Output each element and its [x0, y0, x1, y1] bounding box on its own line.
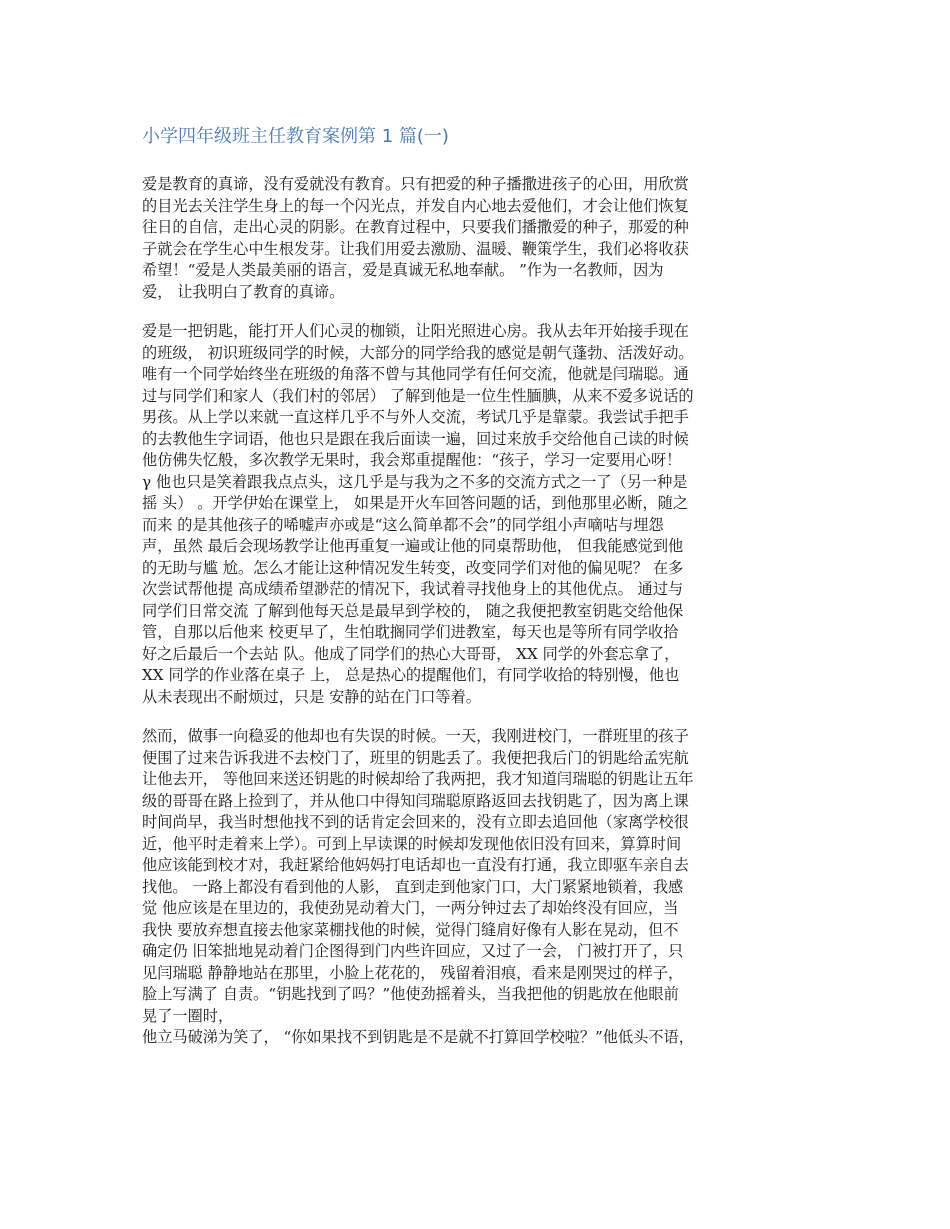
text-line: 同学们日常交流 了解到他每天总是最早到学校的， 随之我便把教室钥匙交给他保	[142, 601, 684, 620]
text-line: 时间尚早，我当时想他找不到的话肯定会回来的，没有立即去追回他（家离学校很	[142, 813, 689, 831]
text-line: 然而，做事一向稳妥的他却也有失误的时候。一天，我刚进校门，一群班里的孩子	[142, 727, 689, 745]
document-body	[142, 174, 810, 1049]
text-line: 便围了过来告诉我进不去校门了，班里的钥匙丢了。我便把我后门的钥匙给孟宪航	[142, 748, 689, 767]
text-line: 他立马破涕为笑了， “你如果找不到钥匙是不是就不打算回学校啦？”他低头不语，	[142, 1028, 694, 1046]
text-line: 往日的自信，走出心灵的阴影。在教育过程中，只要我们播撒爱的种子，那爱的种	[142, 218, 689, 236]
paragraph-gap	[142, 708, 810, 726]
text-line: 他应该能到校才对，我赶紧给他妈妈打电话却也一直没有打通，我立即驱车亲自去	[142, 856, 689, 874]
document-page	[142, 124, 810, 1049]
text-line: 唯有一个同学始终坐在班级的角落不曾与其他同学有任何交流，他就是闫瑞聪。通	[142, 365, 689, 383]
text-line: 级的哥哥在路上捡到了，并从他口中得知闫瑞聪原路返回去找钥匙了，因为离上课	[142, 791, 689, 810]
text-line: 管，自那以后他来 校更早了，生怕耽搁同学们进教室，每天也是等所有同学收拾	[142, 623, 679, 641]
document-title: 小学四年级班主任教育案例第 1 篇(一)	[142, 126, 449, 147]
text-line: 确定仍 旧笨拙地晃动着门企图得到门内些许回应，又过了一会， 门被打开了，只	[142, 942, 684, 960]
paragraph-1	[142, 174, 810, 303]
text-line: 过与同学们和家人（我们村的邻居） 了解到他是一位生性腼腆，从来不爱多说话的	[142, 386, 694, 405]
text-line: 的无助与尴 尬。怎么才能让这种情况发生转变，改变同学们对他的偏见呢？ 在多	[142, 558, 684, 577]
text-line: 他仿佛失忆般，多次教学无果时，我会郑重提醒他：“孩子，学习一定要用心呀！	[142, 451, 682, 469]
text-line: 近，他平时走着来上学）。可到上早读课的时候却发现他依旧没有回来，算算时间	[142, 834, 682, 853]
paragraph-gap	[142, 303, 810, 321]
text-line: 男孩。从上学以来就一直这样几乎不与外人交流，考试几乎是靠蒙。我尝试手把手	[142, 408, 689, 426]
text-line: 的目光去关注学生身上的每一个闪光点，并发自内心地去爱他们，才会让他们恢复	[142, 196, 689, 215]
text-line: γ 他也只是笑着跟我点点头，这几乎是与我为之不多的交流方式之一了（另一种是	[142, 472, 688, 491]
text-line: 声，虽然 最后会现场教学让他再重复一遍或让他的同桌帮助他， 但我能感觉到他	[142, 537, 684, 555]
text-line: 让他去开， 等他回来送还钥匙的时候却给了我两把，我才知道闫瑞聪的钥匙让五年	[142, 770, 694, 788]
text-line: 的班级， 初识班级同学的时候，大部分的同学给我的感觉是朝气蓬勃、活泼好动。	[142, 343, 694, 362]
text-line: 的去教他生字词语，他也只是跟在我后面读一遍，回过来放手交给他自己读的时候	[142, 429, 689, 448]
text-line: 觉 他应该是在里边的，我使劲晃动着大门，一两分钟过去了却始终没有回应，当	[142, 899, 679, 917]
text-line: 见闫瑞聪 静静地站在那里，小脸上花花的， 残留着泪痕，看来是刚哭过的样子，	[142, 963, 684, 982]
text-line: 爱， 让我明白了教育的真谛。	[142, 282, 345, 301]
paragraph-2	[142, 321, 810, 708]
text-line: 而来 的是其他孩子的唏嘘声亦或是“这么简单都不会”的同学组小声嘀咕与埋怨	[142, 515, 664, 534]
text-line: 找他。 一路上都没有看到他的人影， 直到走到他家门口，大门紧紧地锁着，我感	[142, 877, 684, 896]
text-line: 子就会在学生心中生根发芽。让我们用爱去激励、温暖、鞭策学生，我们必将收获	[142, 239, 689, 258]
text-line: 摇 头） 。开学伊始在课堂上， 如果是开火车回答问题的话，到他那里必断，随之	[142, 494, 689, 512]
text-line: 希望！“爱是人类最美丽的语言，爱是真诚无私地奉献。 ”作为一名教师，因为	[142, 261, 664, 279]
paragraph-3	[142, 726, 810, 1049]
text-line: 脸上写满了 自责。“钥匙找到了吗？”他使劲摇着头，当我把他的钥匙放在他眼前	[142, 985, 679, 1003]
text-line: 次尝试帮他提 高成绩希望渺茫的情况下，我试着寻找他身上的其他优点。 通过与	[142, 580, 684, 598]
text-line: 爱是教育的真谛，没有爱就没有教育。只有把爱的种子播撒进孩子的心田，用欣赏	[142, 175, 689, 193]
text-line: 爱是一把钥匙，能打开人们心灵的枷锁，让阳光照进心房。我从去年开始接手现在	[142, 322, 689, 340]
text-line: XX 同学的作业落在桌子 上， 总是热心的提醒他们，有同学收拾的特别慢，他也	[142, 666, 680, 684]
text-line: 晃了一圈时，	[142, 1006, 234, 1025]
text-line: 从未表现出不耐烦过，只是 安静的站在门口等着。	[142, 687, 481, 706]
text-line: 我快 要放弃想直接去他家菜棚找他的时候，觉得门缝肩好像有人影在晃动，但不	[142, 920, 679, 939]
text-line: 好之后最后一个去站 队。他成了同学们的热心大哥哥， XX 同学的外套忘拿了，	[142, 644, 680, 663]
